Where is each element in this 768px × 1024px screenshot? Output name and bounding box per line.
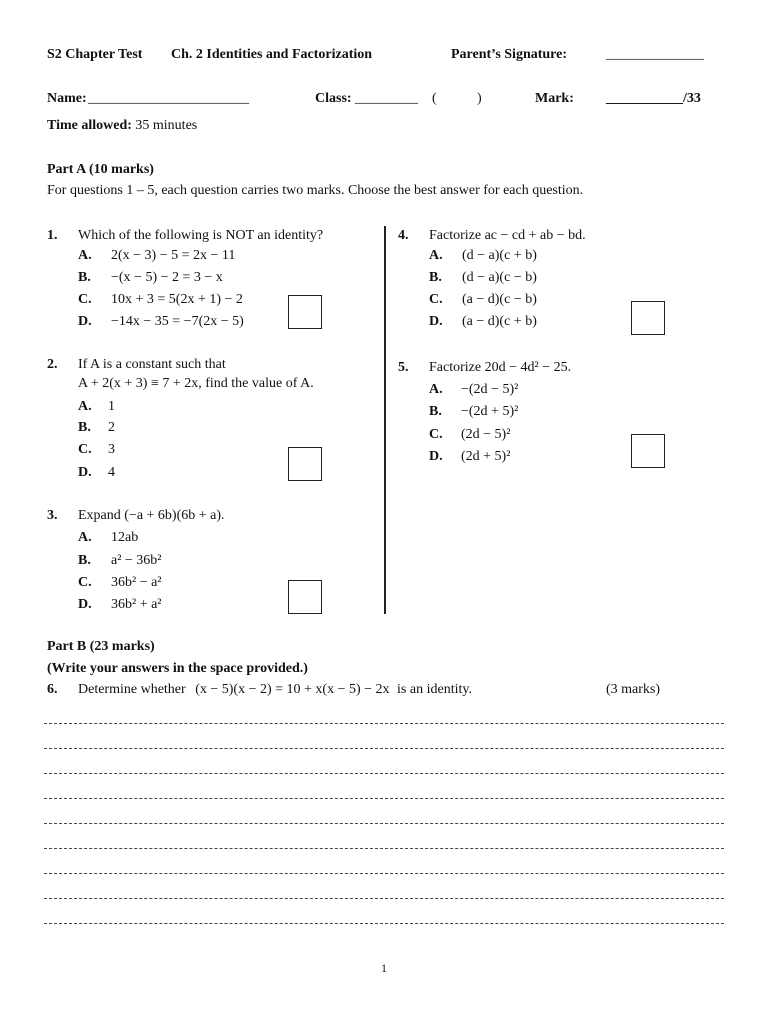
q2-answer-box[interactable] bbox=[288, 447, 322, 481]
q2-option-c-letter: C. bbox=[78, 442, 92, 457]
q2-option-c: 3 bbox=[108, 442, 115, 457]
q5-text: Factorize 20d − 4d² − 25. bbox=[429, 360, 572, 375]
q1-option-b-letter: B. bbox=[78, 270, 91, 285]
part-a-title: Part A (10 marks) bbox=[47, 162, 154, 177]
q4-text: Factorize ac − cd + ab − bd. bbox=[429, 228, 586, 243]
q6-text bbox=[78, 682, 472, 698]
q1-answer-box[interactable] bbox=[288, 295, 322, 329]
q4-option-a: (d − a)(c + b) bbox=[462, 248, 537, 263]
q5-option-c: (2d − 5)² bbox=[461, 427, 511, 442]
name-label: Name: bbox=[47, 91, 87, 106]
q4-option-c: (a − d)(c − b) bbox=[462, 292, 537, 307]
page-number: 1 bbox=[381, 961, 387, 975]
q4-number: 4. bbox=[398, 228, 409, 243]
q1-text: Which of the following is NOT an identity? bbox=[78, 228, 324, 243]
time-label: Time allowed: bbox=[47, 118, 132, 133]
q2-option-d: 4 bbox=[108, 465, 115, 480]
q5-number: 5. bbox=[398, 360, 409, 375]
q4-option-d-letter: D. bbox=[429, 314, 443, 329]
name-field[interactable]: _______________________ bbox=[88, 91, 249, 106]
q3-option-d: 36b² + a² bbox=[111, 597, 162, 612]
q1-option-b: −(x − 5) − 2 = 3 − x bbox=[111, 270, 223, 285]
q1-option-a: 2(x − 3) − 5 = 2x − 11 bbox=[111, 248, 236, 263]
q1-option-d-letter: D. bbox=[78, 314, 92, 329]
parent-signature-label: Parent’s Signature: bbox=[451, 47, 568, 62]
q5-option-a: −(2d − 5)² bbox=[461, 382, 519, 397]
q2-option-a-letter: A. bbox=[78, 399, 92, 414]
q1-option-c-letter: C. bbox=[78, 292, 92, 307]
part-b-instructions: (Write your answers in the space provided.) bbox=[47, 661, 308, 676]
mark-field[interactable]: ___________/33 bbox=[606, 91, 701, 106]
q1-option-c: 10x + 3 = 5(2x + 1) − 2 bbox=[111, 292, 243, 307]
answer-line[interactable] bbox=[44, 773, 724, 774]
q5-option-d-letter: D. bbox=[429, 449, 443, 464]
q2-option-d-letter: D. bbox=[78, 465, 92, 480]
q3-option-b-letter: B. bbox=[78, 553, 91, 568]
answer-line[interactable] bbox=[44, 898, 724, 899]
q4-option-c-letter: C. bbox=[429, 292, 443, 307]
q5-option-d: (2d + 5)² bbox=[461, 449, 511, 464]
q3-text: Expand (−a + 6b)(6b + a). bbox=[78, 508, 225, 523]
q3-answer-box[interactable] bbox=[288, 580, 322, 614]
answer-line[interactable] bbox=[44, 848, 724, 849]
part-a-instructions: For questions 1 – 5, each question carries two marks. Choose the best answer for each question. bbox=[47, 183, 584, 198]
answer-line[interactable] bbox=[44, 723, 724, 724]
q3-option-c: 36b² − a² bbox=[111, 575, 162, 590]
answer-line[interactable] bbox=[44, 748, 724, 749]
q4-option-d: (a − d)(c + b) bbox=[462, 314, 537, 329]
q2-number: 2. bbox=[47, 357, 58, 372]
mark-label: Mark: bbox=[535, 91, 574, 106]
test-title: S2 Chapter Test bbox=[47, 47, 143, 62]
q4-option-b-letter: B. bbox=[429, 270, 442, 285]
q6-text-after: is an identity. bbox=[397, 682, 472, 697]
q1-option-a-letter: A. bbox=[78, 248, 92, 263]
q1-option-d: −14x − 35 = −7(2x − 5) bbox=[111, 314, 244, 329]
q5-option-a-letter: A. bbox=[429, 382, 443, 397]
q3-option-d-letter: D. bbox=[78, 597, 92, 612]
part-b-title: Part B (23 marks) bbox=[47, 639, 155, 654]
q1-number: 1. bbox=[47, 228, 58, 243]
q5-option-b: −(2d + 5)² bbox=[461, 404, 519, 419]
q2-text-line1: If A is a constant such that bbox=[78, 357, 226, 372]
time-allowed bbox=[47, 118, 197, 134]
class-number-close: ) bbox=[477, 91, 482, 106]
q3-option-b: a² − 36b² bbox=[111, 553, 162, 568]
q5-option-b-letter: B. bbox=[429, 404, 442, 419]
time-value: 35 minutes bbox=[135, 118, 198, 133]
q3-number: 3. bbox=[47, 508, 58, 523]
q4-option-a-letter: A. bbox=[429, 248, 443, 263]
q2-text-line2: A + 2(x + 3) ≡ 7 + 2x, find the value of A. bbox=[78, 376, 314, 391]
q2-option-b: 2 bbox=[108, 420, 115, 435]
q6-marks: (3 marks) bbox=[606, 682, 661, 697]
column-divider bbox=[384, 226, 386, 614]
q2-option-a: 1 bbox=[108, 399, 115, 414]
q6-number: 6. bbox=[47, 682, 58, 697]
answer-line[interactable] bbox=[44, 873, 724, 874]
chapter-title: Ch. 2 Identities and Factorization bbox=[171, 47, 373, 62]
answer-line[interactable] bbox=[44, 923, 724, 924]
q2-option-b-letter: B. bbox=[78, 420, 91, 435]
q3-option-a-letter: A. bbox=[78, 530, 92, 545]
q3-option-a: 12ab bbox=[111, 530, 139, 545]
q5-answer-box[interactable] bbox=[631, 434, 665, 468]
class-number-open: ( bbox=[432, 91, 437, 106]
q4-answer-box[interactable] bbox=[631, 301, 665, 335]
answer-line[interactable] bbox=[44, 798, 724, 799]
q6-text-before: Determine whether bbox=[78, 682, 186, 697]
class-field[interactable]: _________ bbox=[355, 91, 418, 106]
q6-expression: (x − 5)(x − 2) = 10 + x(x − 5) − 2x bbox=[195, 682, 390, 697]
q4-option-b: (d − a)(c − b) bbox=[462, 270, 537, 285]
q3-option-c-letter: C. bbox=[78, 575, 92, 590]
answer-line[interactable] bbox=[44, 823, 724, 824]
class-label: Class: bbox=[315, 91, 352, 106]
q5-option-c-letter: C. bbox=[429, 427, 443, 442]
parent-signature-field[interactable]: ______________ bbox=[606, 47, 704, 62]
